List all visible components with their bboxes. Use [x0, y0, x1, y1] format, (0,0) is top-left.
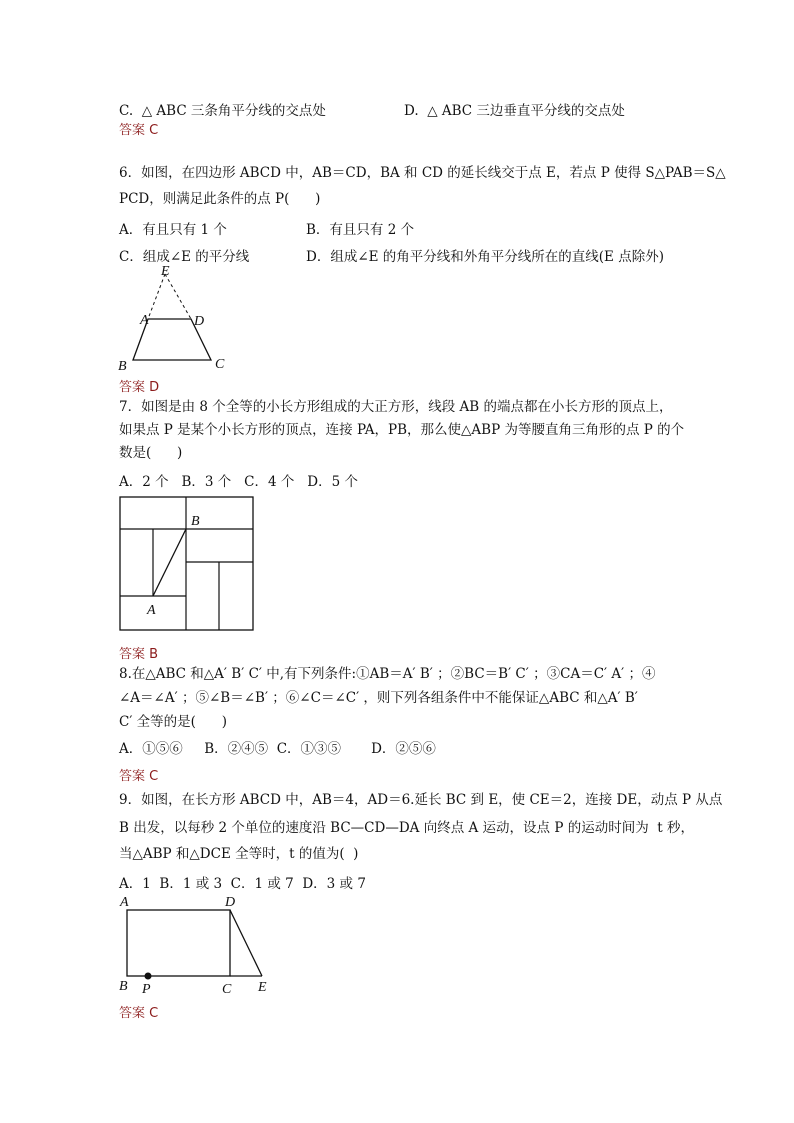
q6-option-a: A．有且只有 1 个 — [119, 222, 227, 238]
label-p: P — [142, 982, 151, 997]
q5-option-c: C. △ ABC 三条角平分线的交点处 — [119, 103, 326, 119]
q8-stem-line2: ∠A＝∠A′ ；⑤∠B＝∠B′ ；⑥∠C＝∠C′ ，则下列各组条件中不能保证△ABC 和△A′ B′ — [119, 690, 638, 706]
q6-option-c: C．组成∠E 的平分线 — [119, 249, 250, 265]
label-b: B — [119, 979, 128, 994]
q6-stem-line2: PCD，则满足此条件的点 P( ) — [119, 191, 321, 207]
q9-answer: 答案 C — [119, 1006, 159, 1021]
q7-answer: 答案 B — [119, 647, 159, 662]
point-p — [145, 973, 152, 980]
q8-answer: 答案 C — [119, 769, 159, 784]
label-d: D — [194, 314, 205, 329]
label-a: A — [140, 313, 149, 328]
label-c: C — [215, 357, 225, 372]
segment-de — [230, 910, 262, 976]
q9-rectangle-figure — [114, 890, 279, 1000]
rectangle-abcd — [127, 910, 230, 976]
q9-stem-line2: B 出发，以每秒 2 个单位的速度沿 BC—CD—DA 向终点 A 运动，设点 P 的运动时间为 t 秒， — [119, 820, 694, 836]
q7-stem-line1: 7．如图是由 8 个全等的小长方形组成的大正方形，线段 AB 的端点都在小长方形的顶点上， — [119, 399, 673, 415]
q6-option-b: B．有且只有 2 个 — [306, 222, 415, 238]
q9-stem-line3: 当△ABP 和△DCE 全等时，t 的值为( ) — [119, 846, 359, 862]
label-a: A — [147, 603, 156, 618]
q9-options: A．1 B．1 或 3 C．1 或 7 D．3 或 7 — [119, 876, 366, 892]
q6-answer: 答案 D — [119, 380, 160, 395]
q8-stem-line1: 8.在△ABC 和△A′ B′ C′ 中,有下列条件:①AB＝A′ B′ ；②BC＝B′ C′ ；③CA＝C′ A′ ；④ — [119, 666, 656, 682]
label-a: A — [120, 895, 129, 910]
q6-stem-line1: 6．如图，在四边形 ABCD 中，AB＝CD，BA 和 CD 的延长线交于点 E，若点 P 使得 S△PAB＝S△ — [119, 165, 726, 181]
label-b: B — [191, 514, 200, 529]
dashed-line-ed — [165, 274, 191, 319]
label-d: D — [225, 895, 236, 910]
q8-options: A．①⑤⑥ B．②④⑤ C．①③⑤ D．②⑤⑥ — [119, 741, 436, 757]
q5-option-d: D. △ ABC 三边垂直平分线的交点处 — [404, 103, 625, 119]
q7-options: A．2 个 B．3 个 C．4 个 D．5 个 — [119, 474, 358, 490]
dashed-line-ea — [148, 274, 165, 319]
q9-stem-line1: 9．如图，在长方形 ABCD 中，AB＝4，AD＝6.延长 BC 到 E，使 CE＝2，连接 DE，动点 P 从点 — [119, 792, 723, 808]
label-e: E — [258, 980, 267, 995]
q6-option-d: D．组成∠E 的角平分线和外角平分线所在的直线(E 点除外) — [306, 249, 664, 265]
segment-ab — [153, 529, 186, 596]
q7-stem-line2: 如果点 P 是某个小长方形的顶点，连接 PA，PB，那么使△ABP 为等腰直角三角形的点 P 的个 — [119, 422, 685, 438]
q7-rectangles-figure — [118, 495, 256, 633]
q8-stem-line3: C′ 全等的是( ) — [119, 714, 227, 730]
label-b: B — [118, 359, 127, 374]
label-c: C — [222, 982, 232, 997]
label-e: E — [161, 264, 170, 279]
q5-answer: 答案 C — [119, 123, 159, 138]
q6-trapezoid-figure — [112, 262, 242, 374]
q7-stem-line3: 数是( ) — [119, 445, 183, 461]
